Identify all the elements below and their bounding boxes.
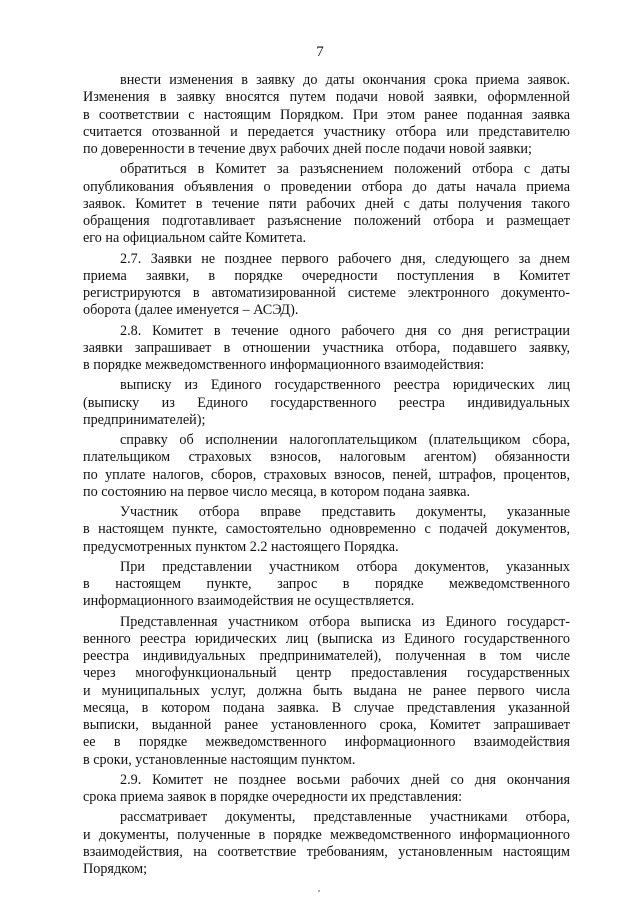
text-line: предусмотренных пунктом 2.2 настоящего Порядка. — [83, 538, 399, 555]
document-body — [83, 72, 570, 881]
paragraph-p11 — [83, 809, 570, 878]
text-line: обращения подготавливает разъяснение положений отбора и размещает — [83, 213, 570, 229]
text-line: в порядке межведомственного информационного взаимодействия: — [83, 357, 485, 373]
text-line: рассматривает документы, представленные участниками отбора, — [120, 809, 570, 826]
text-line: взаимодействия, на соответствие требованиям, установленным настоящим — [83, 843, 570, 860]
text-line: по уплате налогов, сборов, страховых взносов, пеней, штрафов, процентов, — [83, 466, 570, 483]
text-line: 2.8. Комитет в течение одного рабочего дня со дня регистрации — [120, 322, 570, 339]
text-line: Участник отбора вправе представить документы, указанные — [120, 504, 570, 520]
paragraph-p4 — [83, 323, 570, 375]
text-line: через многофункциональный центр предоставления государственных — [83, 665, 570, 682]
paragraph-p2 — [83, 161, 570, 247]
text-line: При представлении участником отбора документов, указанных — [120, 558, 570, 575]
text-line: Изменения в заявку вносятся путем подачи новой заявки, оформленной — [83, 89, 570, 106]
text-line: и муниципальных услуг, должна быть выдана не ранее первого числа — [83, 682, 570, 699]
text-line: опубликования объявления о проведении отбора до даты начала приема — [83, 178, 570, 195]
text-line: в соответствии с настоящим Порядком. При этом ранее поданная заявка — [83, 106, 570, 123]
text-line: 2.9. Комитет не позднее восьми рабочих дней со дня окончания — [120, 771, 570, 788]
paragraph-gap — [83, 878, 570, 881]
text-line: внести изменения в заявку до даты окончания срока приема заявок. — [120, 72, 570, 88]
text-line: и документы, полученные в порядке межведомственного информационного — [83, 826, 570, 843]
text-line: обратиться в Комитет за разъяснением положений отбора с даты — [120, 161, 570, 178]
text-line: его на официальном сайте Комитета. — [83, 230, 307, 247]
text-line: в настоящем пункте, самостоятельно одновременно с подачей документов, — [83, 521, 570, 538]
text-line: по состоянию на первое число месяца, в котором подана заявка. — [83, 483, 471, 500]
text-line: информационного взаимодействия не осуществляется. — [83, 593, 415, 610]
text-line: плательщиком страховых взносов, налоговым агентом) обязанности — [83, 449, 570, 466]
text-line: заявки запрашивает в отношении участника отбора, подавшего заявку, — [83, 339, 570, 356]
text-line: (выписку из Единого государственного реестра индивидуальных — [83, 394, 570, 411]
text-line: Порядком; — [83, 861, 148, 877]
text-line: по доверенности в течение двух рабочих дней после подачи новой заявки; — [83, 141, 532, 157]
page-number: 7 — [316, 44, 324, 60]
text-line: считается отозванной и передается участнику отбора или представителю — [83, 123, 570, 140]
text-line: ее в порядке межведомственного информационного взаимодействия — [83, 734, 570, 751]
paragraph-p10 — [83, 772, 570, 807]
paragraph-p6 — [83, 432, 570, 501]
text-line: выписки, выданной ранее установленного срока, Комитет запрашивает — [83, 717, 570, 733]
text-line: Представленная участником отбора выписка из Единого государст- — [120, 613, 570, 630]
text-line: справку об исполнении налогоплательщиком (плательщиком сбора, — [120, 432, 570, 448]
text-line: приема заявки, в порядке очередности поступления в Комитет — [83, 267, 570, 284]
text-line: оборота (далее именуется – АСЭД). — [83, 302, 299, 319]
text-line: срока приема заявок в порядке очередности их представления: — [83, 789, 463, 805]
text-line: предпринимателей); — [83, 411, 206, 428]
scan-speck — [318, 890, 320, 892]
text-line: 2.7. Заявки не позднее первого рабочего дня, следующего за днем — [120, 250, 570, 267]
text-line: заявок. Комитет в течение пяти рабочих дней с даты получения такого — [83, 195, 570, 212]
text-line: реестра индивидуальных предпринимателей), полученная в том числе — [83, 648, 570, 664]
text-line: выписку из Единого государственного реестра юридических лиц — [120, 377, 570, 394]
text-line: месяца, в котором подана заявка. В случае представления указанной — [83, 699, 570, 716]
paragraph-p1 — [83, 72, 570, 158]
paragraph-p8 — [83, 559, 570, 611]
paragraph-p7 — [83, 504, 570, 556]
paragraph-p9 — [83, 614, 570, 769]
paragraph-p5 — [83, 377, 570, 429]
text-line: венного реестра юридических лиц (выписка из Единого государственного — [83, 630, 570, 647]
text-line: в настоящем пункте, запрос в порядке межведомственного — [83, 576, 570, 592]
text-line: регистрируются в автоматизированной системе электронного документо- — [83, 285, 570, 301]
paragraph-p3 — [83, 251, 570, 320]
text-line: в сроки, установленные настоящим пунктом. — [83, 751, 356, 768]
